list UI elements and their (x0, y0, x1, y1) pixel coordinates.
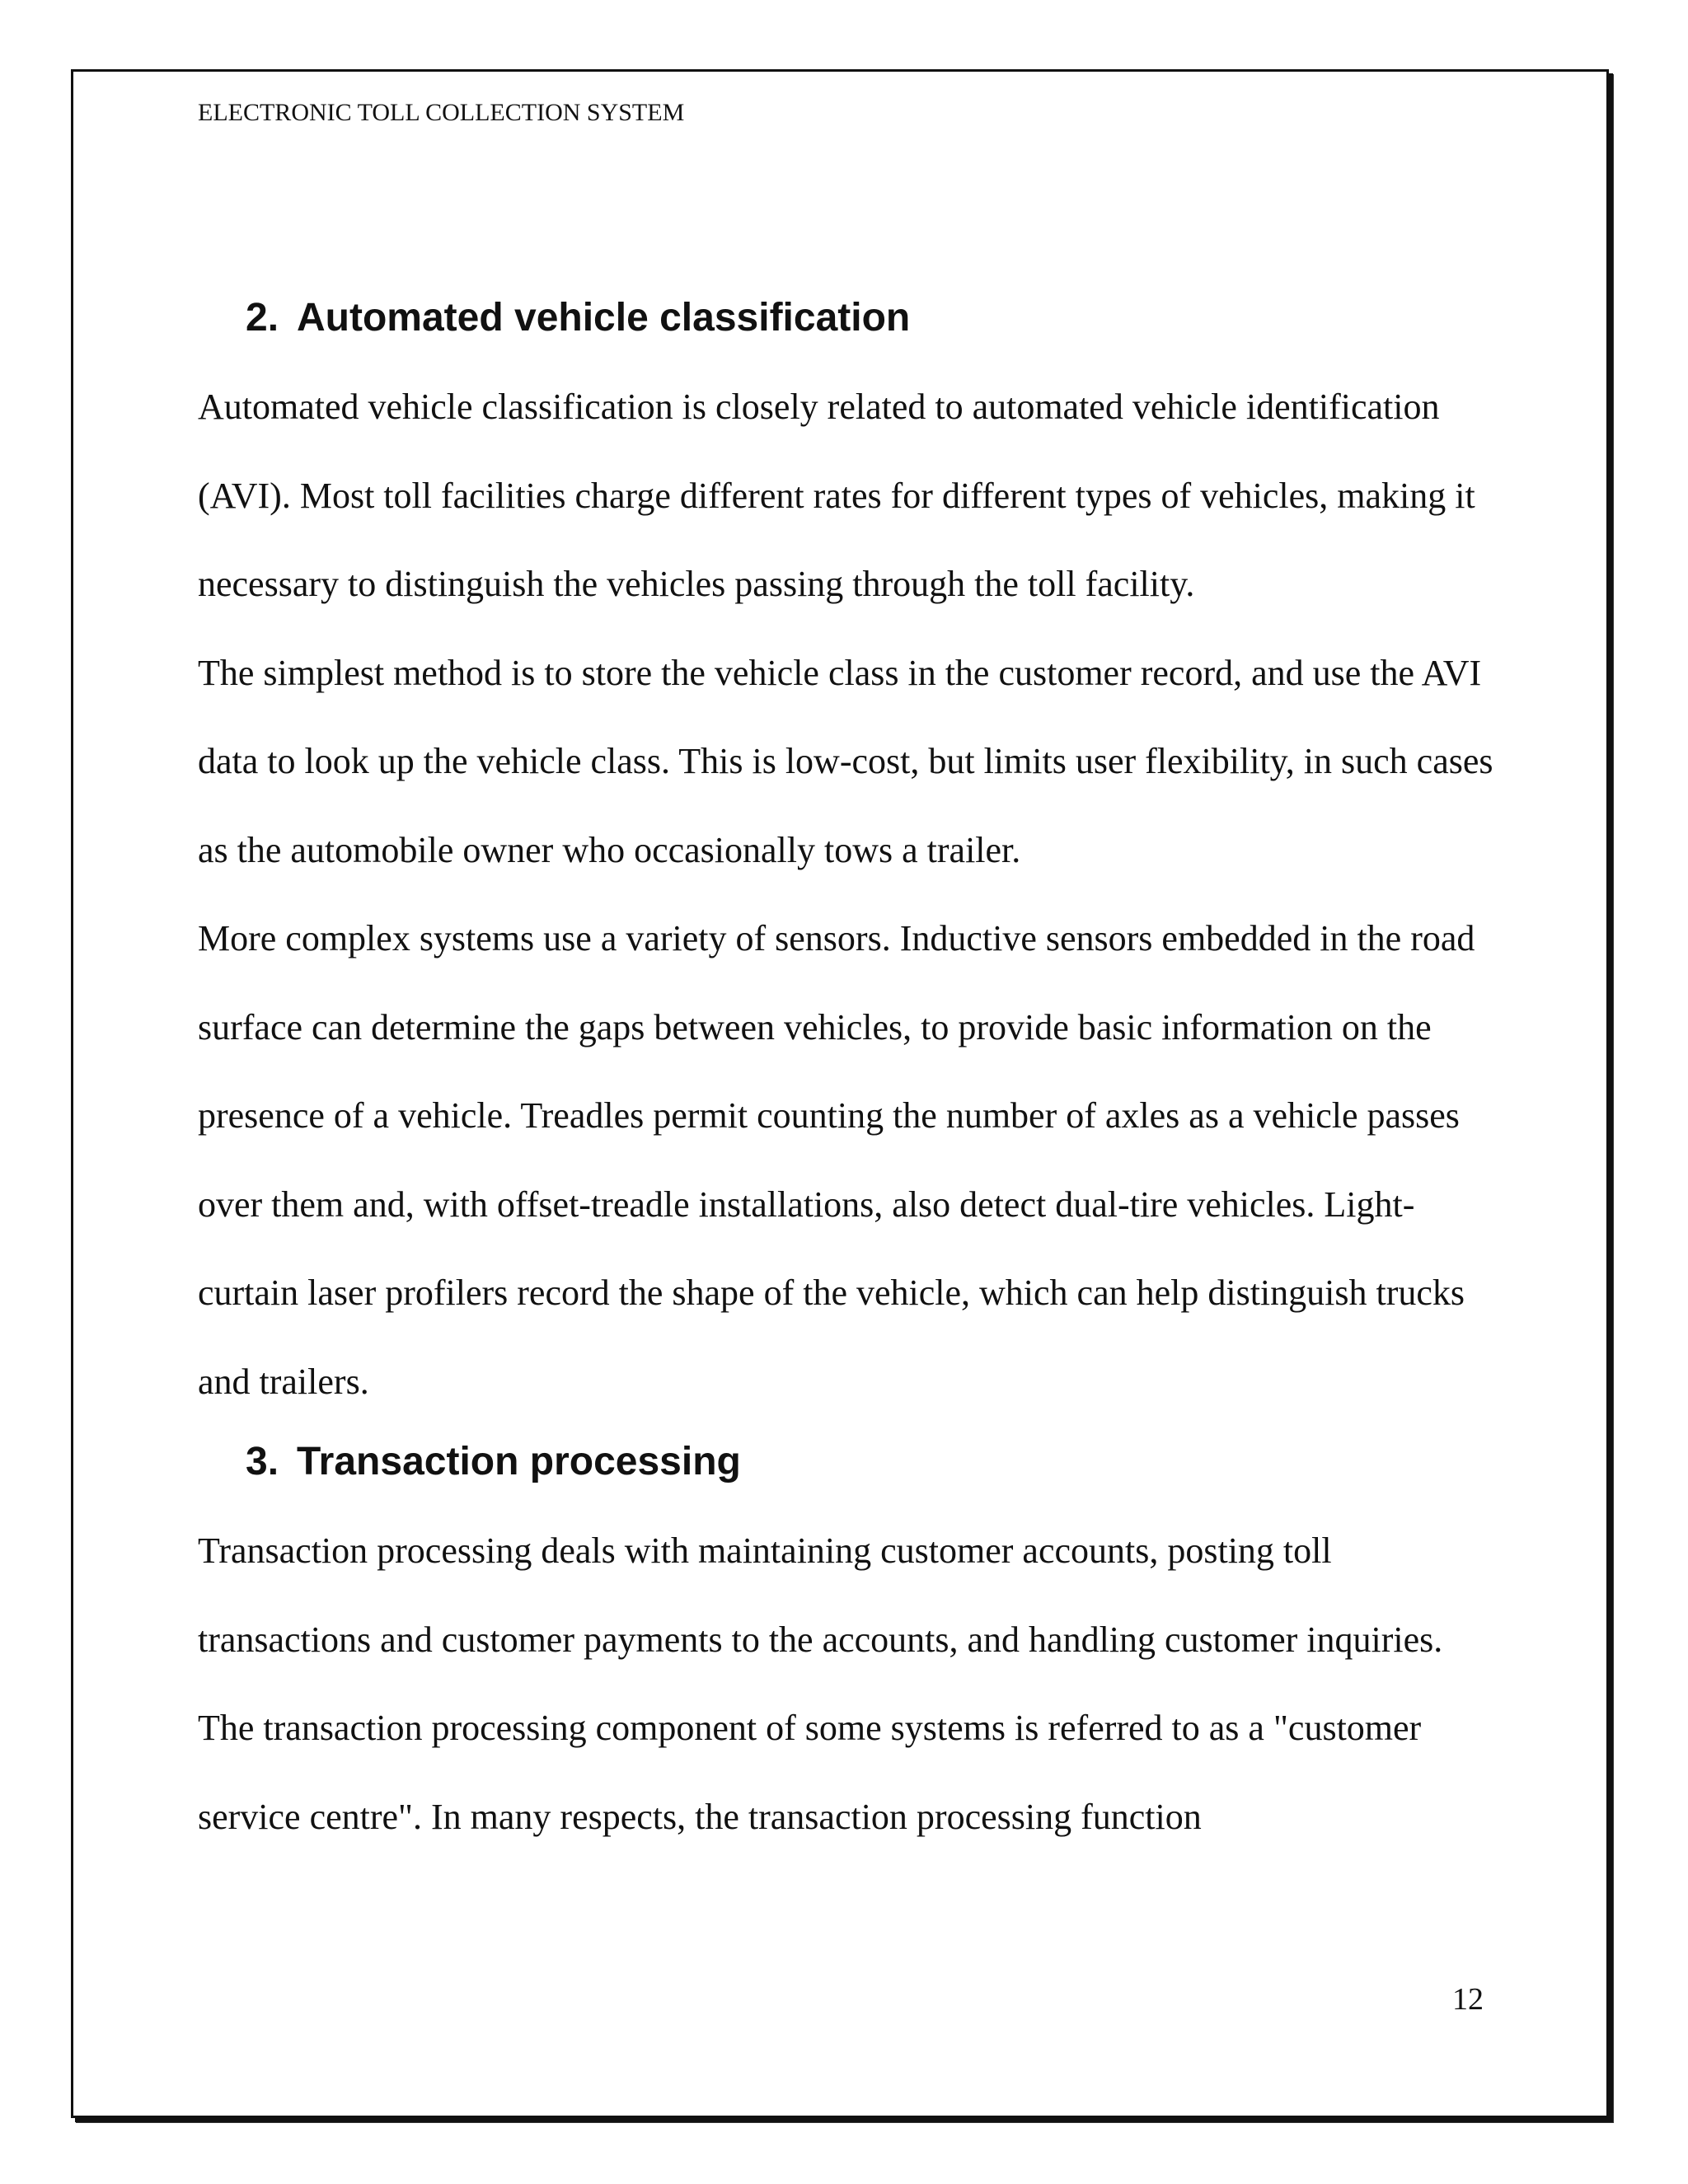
page-number: 12 (1452, 1982, 1484, 2017)
paragraph-transaction-processing: Transaction processing deals with maintaining customer accounts, posting toll transactions and customer payments to the accounts, and handling customer inquiries. The transaction processing component of some systems is referred to as a "customer service centre". In many respects, the transaction processing function (198, 1530, 1443, 1837)
section-number: 3. (246, 1440, 279, 1483)
section-number: 2. (246, 296, 279, 340)
section-heading-automated-vehicle-classification (198, 285, 1500, 351)
running-header: ELECTRONIC TOLL COLLECTION SYSTEM (198, 99, 685, 126)
section-title: Automated vehicle classification (297, 296, 911, 340)
section-heading-transaction-processing (198, 1429, 1500, 1495)
paragraph-avc-sensors: More complex systems use a variety of sensors. Inductive sensors embedded in the road surface can determine the gaps between vehicles, to provide basic information on the presence of a vehicle. Treadles permit counting the number of axles as a vehicle passes over them and, with offset-treadle installations, also detect dual-tire vehicles. Light-curtain laser profilers record the shape of the vehicle, which can help distinguish trucks and trailers. (198, 918, 1475, 1402)
page-content (198, 285, 1500, 1861)
paragraph-avc-intro: Automated vehicle classification is closely related to automated vehicle identification (AVI). Most toll facilities charge different rates for different types of vehicles, making it necessary to distinguish the vehicles passing through the toll facility. (198, 387, 1475, 604)
section-title: Transaction processing (297, 1440, 741, 1483)
paragraph-avc-simplest-method: The simplest method is to store the vehicle class in the customer record, and use the AVI data to look up the vehicle class. This is low-cost, but limits user flexibility, in such cases as the automobile owner who occasionally tows a trailer. (198, 652, 1493, 870)
